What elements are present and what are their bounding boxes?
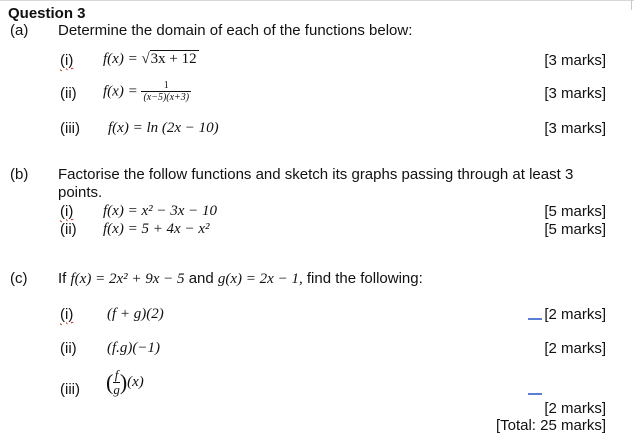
part-c-intro <box>58 270 423 288</box>
part-c-item-1-marks: [2 marks] <box>544 306 606 323</box>
part-a-item-2-lhs: f(x) = <box>103 83 138 100</box>
question-title: Question 3 <box>8 5 86 22</box>
part-c-g-definition: g(x) = 2x − 1, <box>217 271 303 287</box>
part-a-item-1-marks: [3 marks] <box>544 52 606 69</box>
part-c-item-2-label: (ii) <box>60 340 77 357</box>
spellcheck-underline <box>528 318 542 320</box>
part-c-and-word: and <box>188 270 214 287</box>
part-c-item-1-label: (i) <box>60 306 74 323</box>
part-a-label: (a) <box>10 22 29 39</box>
total-marks: [Total: 25 marks] <box>495 417 606 434</box>
page-corner-mark <box>631 0 632 10</box>
part-a-item-1-expr <box>103 51 199 68</box>
part-c-intro-end: find the following: <box>306 270 423 287</box>
part-a-item-3-expr: f(x) = ln (2x − 10) <box>108 120 219 136</box>
part-c-item-3-label: (iii) <box>60 381 80 398</box>
part-b-item-1-marks: [5 marks] <box>544 203 606 220</box>
part-a-item-3-label: (iii) <box>60 120 80 137</box>
part-a-item-2-fraction <box>141 80 191 104</box>
part-b-item-1-expr: f(x) = x² − 3x − 10 <box>103 203 217 219</box>
fraction-denominator: g <box>113 382 120 397</box>
fraction-numerator: 1 <box>163 80 169 91</box>
part-c-item-3-expr <box>106 368 144 397</box>
part-c-item-3-suffix: (x) <box>127 373 144 390</box>
part-b-item-2-label: (ii) <box>60 221 77 238</box>
part-c-f-definition: f(x) = 2x² + 9x − 5 <box>70 271 185 287</box>
part-b-instruction-line-1: Factorise the follow functions and sketch its graphs passing through at least 3 <box>58 166 574 183</box>
part-c-item-1-expr: (f + g)(2) <box>107 306 164 322</box>
part-c-if-word: If <box>58 270 67 287</box>
right-paren: ) <box>119 369 128 395</box>
spellcheck-underline <box>528 393 542 395</box>
part-b-item-2-expr: f(x) = 5 + 4x − x² <box>103 221 210 237</box>
part-a-instruction: Determine the domain of each of the functions below: <box>58 22 413 39</box>
fraction-numerator: f <box>114 367 119 382</box>
sqrt-symbol: √3x + 12 <box>141 51 197 67</box>
part-b-item-1-label: (i) <box>60 203 74 220</box>
part-b-item-2-marks: [5 marks] <box>544 221 606 238</box>
left-paren: ( <box>106 369 114 395</box>
part-b-label: (b) <box>10 166 29 183</box>
part-a-item-1-label: (i) <box>60 52 74 69</box>
part-c-item-2-marks: [2 marks] <box>544 340 606 357</box>
part-a-item-3-marks: [3 marks] <box>544 120 606 137</box>
part-a-item-1-lhs: f(x) = <box>103 51 138 67</box>
part-c-item-2-expr: (f.g)(−1) <box>107 340 161 356</box>
part-b-instruction-line-2: points. <box>58 184 103 201</box>
part-c-item-3-marks: [2 marks] <box>544 400 606 417</box>
part-a-item-1-radicand: 3x + 12 <box>150 51 197 67</box>
part-a-item-2-marks: [3 marks] <box>544 85 606 102</box>
part-a-item-2-expr <box>103 80 191 104</box>
part-a-item-2-label: (ii) <box>60 85 77 102</box>
page-top-border <box>0 0 634 3</box>
fraction-denominator: (x−5)(x+3) <box>143 92 190 103</box>
part-c-label: (c) <box>10 270 28 287</box>
